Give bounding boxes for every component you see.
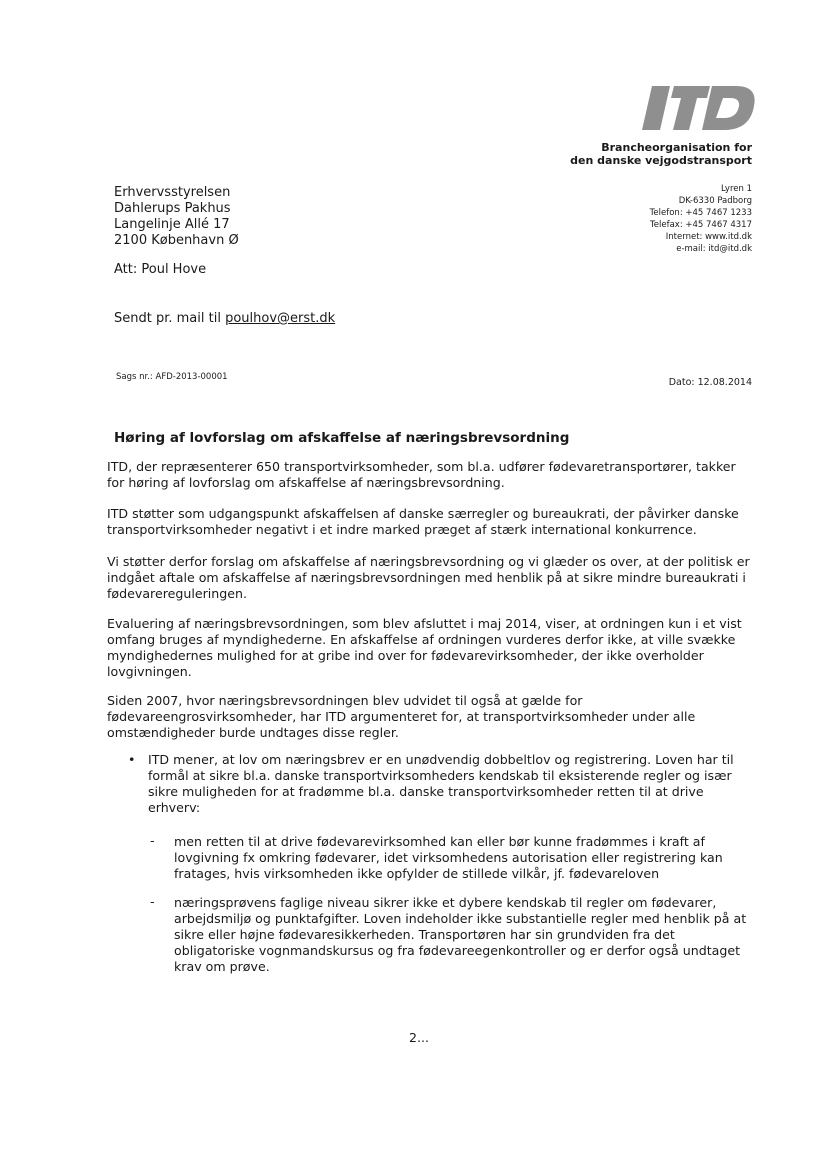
letter-heading: Høring af lovforslag om afskaffelse af næringsbrevsordning [114,430,570,446]
dash-marker-2: - [150,894,155,909]
contact-fax: Telefax: +45 7467 4317 [650,220,752,230]
paragraph-4: Evaluering af næringsbrevsordningen, som blev afsluttet i maj 2014, viser, at ordningen kun i et vist omfang bruges af myndighederne. En afskaffelse af ordningen vurderes derfor ikke, at ville svække myndighedernes mulighed for at gribe ind over for fødevarevirksomheder, der ikke overholder lovgivningen. [107,616,742,679]
org-line-2: den danske vejgodstransport [570,154,752,167]
paragraph-2: ITD støtter som udgangspunkt afskaffelsen af danske særregler og bureaukrati, der påvirker danske transportvirksomheder negativt i et indre marked præget af stærk international konkurrence. [107,506,739,537]
contact-block [650,183,752,255]
paragraph-1: ITD, der repræsenterer 650 transportvirksomheder, som bl.a. udfører fødevaretransportører, takker for høring af lovforslag om afskaffelse af næringsbrevsordning. [107,459,736,490]
paragraph-3: Vi støtter derfor forslag om afskaffelse af næringsbrevsordning og vi glæder os over, at der politisk er indgået aftale om afskaffelse af næringsbrevsordningen med henblik på at sikre mindre bureaukrati i fødevarereguleringen. [107,554,750,601]
dash-marker-1: - [150,833,155,848]
page-continuation: 2... [409,1030,430,1045]
sent-prefix: Sendt pr. mail til [114,311,226,326]
sent-by-mail [114,311,335,326]
sub-item-2: næringsprøvens faglige niveau sikrer ikke et dybere kendskab til regler om fødevarer, arbejdsmiljø og punktafgifter. Loven indeholder ikke substantielle regler med henblik på at sikre eller højne fødevaresikkerheden. Transportøren har sin grundviden fra det obligatoriske vognmandskursus og fra fødevareegenkontroller og er derfor også undtaget krav om prøve. [174,895,747,974]
recipient-email-link[interactable]: poulhov@erst.dk [225,311,336,326]
case-number: Sags nr.: AFD-2013-00001 [116,372,228,382]
contact-phone: Telefon: +45 7467 1233 [649,208,752,218]
contact-email: e-mail: itd@itd.dk [676,244,752,254]
org-line-1: Brancheorganisation for [601,141,752,154]
recipient-line-4: 2100 København Ø [114,233,239,248]
contact-city: DK-6330 Padborg [678,196,752,206]
recipient-line-3: Langelinje Allé 17 [114,217,230,232]
contact-web: Internet: www.itd.dk [665,232,752,242]
contact-address: Lyren 1 [720,184,752,194]
bullet-marker: • [128,752,136,767]
paragraph-5: Siden 2007, hvor næringsbrevsordningen blev udvidet til også at gælde for fødevareengrosvirksomheder, har ITD argumenteret for, at transportvirksomheder under alle omstændigheder burde undtages disse regler. [107,693,696,740]
letter-date: Dato: 12.08.2014 [668,377,752,388]
recipient-line-1: Erhvervsstyrelsen [114,185,231,200]
recipient-line-2: Dahlerups Pakhus [114,201,231,216]
recipient-address [114,185,239,249]
organisation-tagline [570,141,752,167]
bullet-item: ITD mener, at lov om næringsbrev er en unødvendig dobbeltlov og registrering. Loven har til formål at sikre bl.a. danske transportvirksomheders kendskab til eksisterende regler og især sikre muligheden for at fradømme bl.a. danske transportvirksomheder retten til at drive erhverv: [148,752,734,815]
itd-logo [640,78,760,138]
attention-line: Att: Poul Hove [114,262,207,277]
sub-item-1: men retten til at drive fødevarevirksomhed kan eller bør kunne fradømmes i kraft af lovgivning fx omkring fødevarer, idet virksomhedens autorisation eller registrering kan fratages, hvis virksomheden ikke opfylder de stillede vilkår, jf. fødevareloven [174,834,723,881]
